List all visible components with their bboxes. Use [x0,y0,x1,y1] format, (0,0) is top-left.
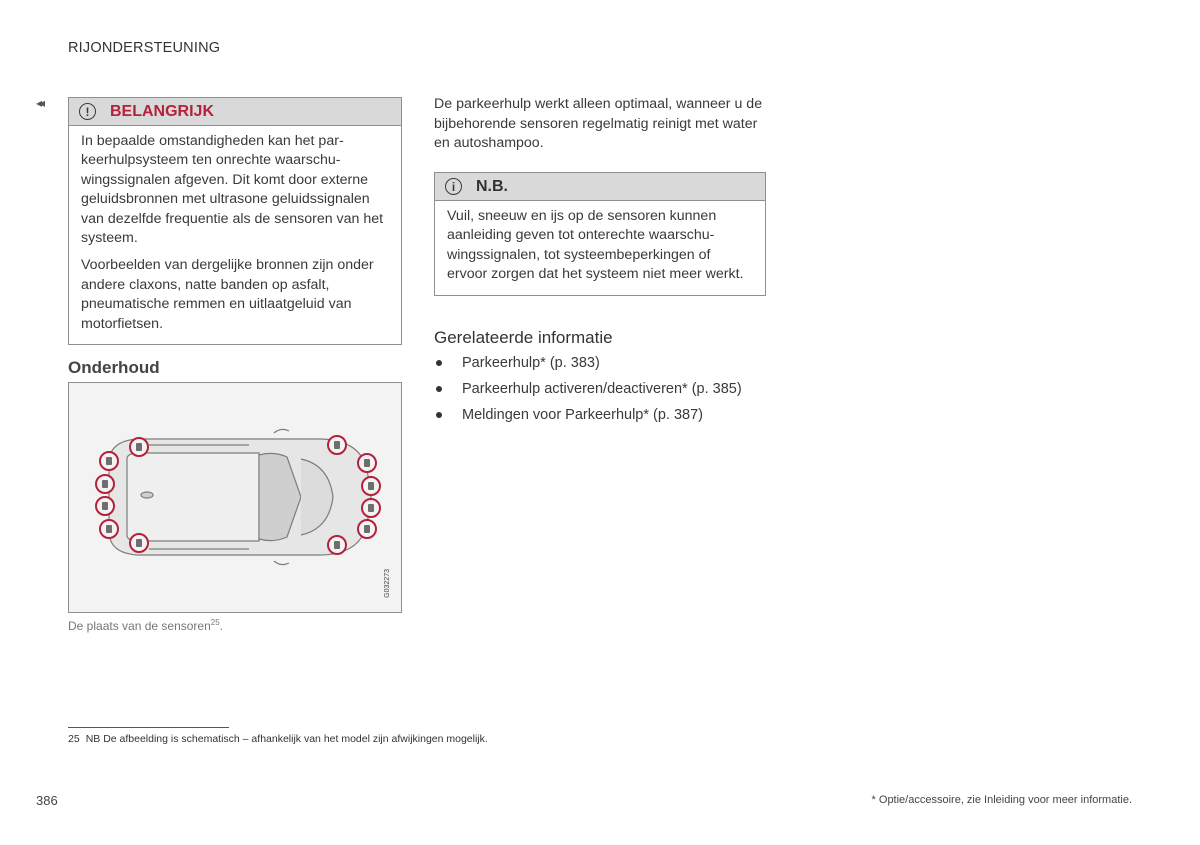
section-title: RIJONDERSTEUNING [68,40,221,56]
note-box-header [435,173,765,201]
footnote-text: NB De afbeelding is schematisch – afhankelijk van het model zijn afwijkingen mogelijk. [85,733,488,745]
footnote-ref[interactable]: 25 [210,618,220,627]
page-number: 386 [36,793,58,808]
related-list [434,350,742,428]
previous-page-icon[interactable]: ◂◂ [36,96,43,110]
warning-title: BELANGRIJK [110,102,215,120]
note-paragraph: Vuil, sneeuw en ijs op de sensoren kunnen aanleiding geven tot onterechte waarschuwingssignalen, tot systeembeperkingen of ervoor zorgen dat het systeem niet meer werkt. [447,208,744,283]
footnote-divider [68,727,229,728]
related-link-parkeerhulp[interactable]: Parkeerhulp* (p. 383) [434,350,742,376]
car-top-view-illustration [69,383,401,612]
warning-box-header [69,98,401,126]
related-heading: Gerelateerde informatie [434,328,613,347]
warning-body [69,126,401,344]
exclamation-circle-icon: ! [79,103,96,120]
warning-paragraph: Voorbeelden van dergelijke bronnen zijn onder andere claxons, natte banden op asfalt, pneumatische remmen en uitlaatgeluid van motorfietsen. [81,257,374,332]
related-info [434,328,742,428]
cleaning-paragraph: De parkeerhulp werkt alleen optimaal, wanneer u de bijbehorende sensoren regelmatig reinigt met water en autoshampoo. [434,96,763,151]
note-title: N.B. [476,177,508,195]
warning-paragraph: In bepaalde omstandigheden kan het parkeerhulpsysteem ten onrechte waarschuwingssignalen afgeven. Dit komt door externe geluidsbronnen met ultrasone geluidssignalen van dezelfde frequentie als de sensoren van het systeem. [81,133,384,247]
warning-box [68,97,402,345]
note-body [435,201,765,295]
sensor-location-figure [68,382,402,613]
footer-note: * Optie/accessoire, zie Inleiding voor meer informatie. [871,794,1132,806]
caption-text: De plaats van de sensoren [68,619,211,633]
info-circle-icon: i [445,178,462,195]
note-box [434,172,766,296]
related-link-activeren[interactable]: Parkeerhulp activeren/deactiveren* (p. 385) [434,376,742,402]
maintenance-heading: Onderhoud [68,358,160,377]
figure-code: G032273 [384,569,391,598]
figure-caption: De plaats van de sensoren$^{25}$. [68,618,224,633]
related-link-meldingen[interactable]: Meldingen voor Parkeerhulp* (p. 387) [434,402,742,428]
footnote-number: 25 [68,733,80,745]
footnote [68,733,488,745]
